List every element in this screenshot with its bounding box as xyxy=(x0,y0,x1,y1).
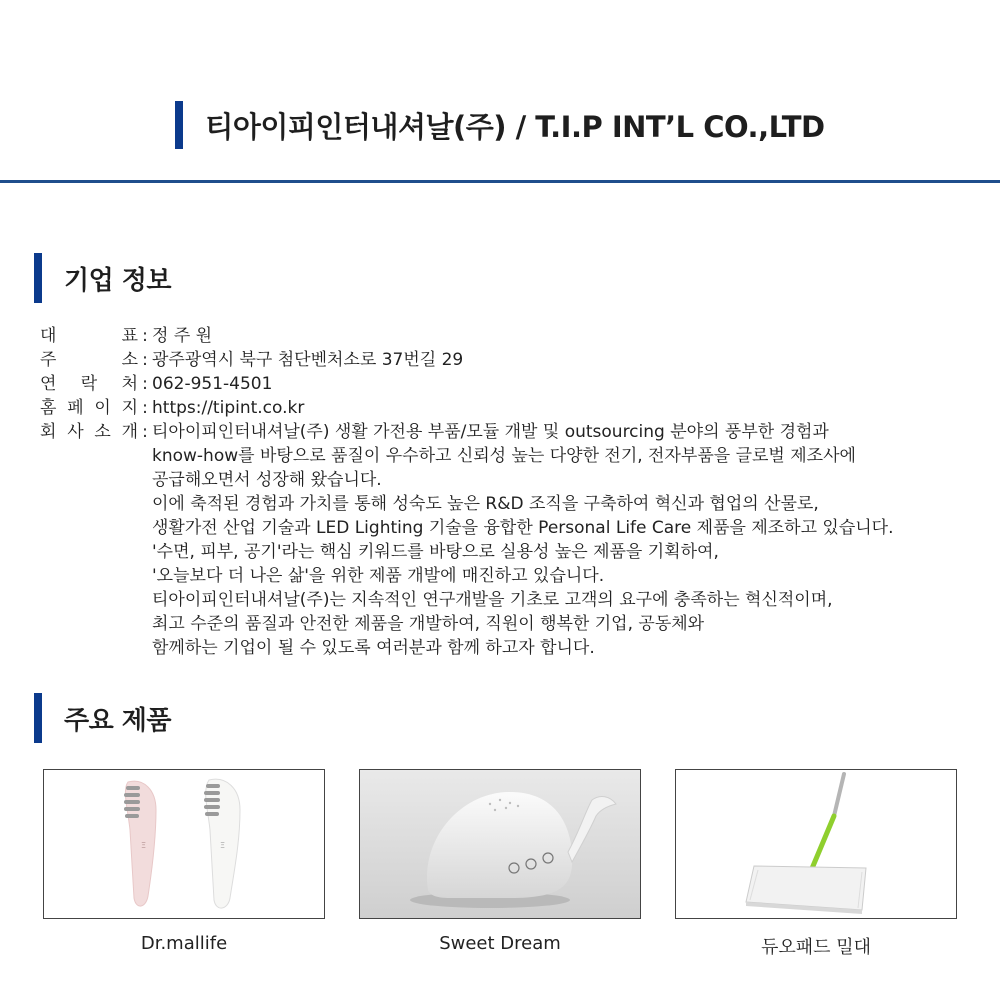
info-value-representative: 정 주 원 xyxy=(152,326,213,346)
svg-text:Ξ: Ξ xyxy=(141,841,147,850)
intro-line: 티아이피인터내셔날(주)는 지속적인 연구개발을 기초로 고객의 요구에 충족하는 혁신적이며, xyxy=(152,590,833,610)
company-info-list xyxy=(40,324,894,660)
section-title: 주요 제품 xyxy=(64,705,172,736)
label-char: 사 xyxy=(67,422,84,442)
intro-line: 최고 수준의 품질과 안전한 제품을 개발하여, 직원이 행복한 기업, 공동체와 xyxy=(152,614,705,634)
company-title: 티아이피인터내셔날(주) / T.I.P INT’L CO.,LTD xyxy=(205,109,825,144)
info-colon: : xyxy=(142,398,148,418)
info-value-phone: 062-951-4501 xyxy=(152,374,273,394)
info-colon: : xyxy=(142,374,148,394)
info-label xyxy=(40,420,138,660)
company-introduction xyxy=(152,420,894,660)
info-colon: : xyxy=(142,350,148,370)
label-char: 이 xyxy=(94,398,111,418)
label-char: 표 xyxy=(121,326,138,346)
beauty-device-icon xyxy=(44,770,324,918)
product-name: 듀오패드 밀대 xyxy=(760,937,872,958)
label-char: 락 xyxy=(80,374,98,394)
label-char: 소 xyxy=(94,422,111,442)
info-label xyxy=(40,348,138,372)
label-char: 대 xyxy=(40,326,57,346)
section-accent-bar xyxy=(34,253,42,303)
label-char: 회 xyxy=(40,422,57,442)
label-char: 연 xyxy=(40,374,57,394)
page-header xyxy=(0,100,1000,150)
section-title: 기업 정보 xyxy=(64,265,172,296)
product-card-dr-mallife[interactable] xyxy=(43,769,325,954)
label-char: 홈 xyxy=(40,398,57,418)
company-info-heading xyxy=(34,253,171,303)
info-row-introduction xyxy=(40,420,894,660)
info-label xyxy=(40,372,138,396)
intro-line: 이에 축적된 경험과 가치를 통해 성숙도 높은 R&D 조직을 구축하여 혁신과 협업의 산물로, xyxy=(152,494,819,514)
intro-line: 공급해오면서 성장해 왔습니다. xyxy=(152,470,382,490)
info-label xyxy=(40,396,138,420)
product-name: Sweet Dream xyxy=(439,933,561,954)
products-heading xyxy=(34,693,171,743)
label-char: 개 xyxy=(121,422,138,442)
intro-line: 생활가전 산업 기술과 LED Lighting 기술을 융합한 Personal Life Care 제품을 제조하고 있습니다. xyxy=(152,518,894,538)
intro-line: '오늘보다 더 나은 삶'을 위한 제품 개발에 매진하고 있습니다. xyxy=(152,566,605,586)
intro-line: know-how를 바탕으로 품질이 우수하고 신뢰성 높는 다양한 전기, 전자부품을 글로벌 제조사에 xyxy=(152,446,856,466)
product-card-sweet-dream[interactable] xyxy=(359,769,641,954)
section-accent-bar xyxy=(34,693,42,743)
info-row-address xyxy=(40,348,894,372)
info-row-contact xyxy=(40,372,894,396)
label-char: 지 xyxy=(121,398,138,418)
product-card-duo-pad-mop[interactable] xyxy=(675,769,957,959)
info-label xyxy=(40,324,138,348)
info-colon: : xyxy=(142,326,148,346)
whale-lamp-icon xyxy=(360,770,640,918)
intro-line: 티아이피인터내셔날(주) 생활 가전용 부품/모듈 개발 및 outsourcing 분야의 풍부한 경험과 xyxy=(152,422,829,442)
label-char: 주 xyxy=(40,350,57,370)
svg-text:Ξ: Ξ xyxy=(220,841,226,850)
info-row-representative xyxy=(40,324,894,348)
header-divider xyxy=(0,180,1000,183)
product-image-frame xyxy=(359,769,641,919)
flat-mop-icon xyxy=(676,770,956,918)
product-image-frame xyxy=(43,769,325,919)
label-char: 처 xyxy=(121,374,138,394)
intro-line: 함께하는 기업이 될 수 있도록 여러분과 함께 하고자 합니다. xyxy=(152,638,595,658)
product-image-frame xyxy=(675,769,957,919)
label-char: 소 xyxy=(121,350,138,370)
intro-line: '수면, 피부, 공기'라는 핵심 키워드를 바탕으로 실용성 높은 제품을 기획하여, xyxy=(152,542,719,562)
info-value-address: 광주광역시 북구 첨단벤처소로 37번길 29 xyxy=(152,350,464,370)
info-row-homepage xyxy=(40,396,894,420)
product-name: Dr.mallife xyxy=(140,933,228,954)
label-char: 페 xyxy=(67,398,84,418)
info-colon: : xyxy=(142,422,148,442)
header-accent-bar xyxy=(175,101,183,149)
homepage-link[interactable]: https://tipint.co.kr xyxy=(152,398,305,418)
